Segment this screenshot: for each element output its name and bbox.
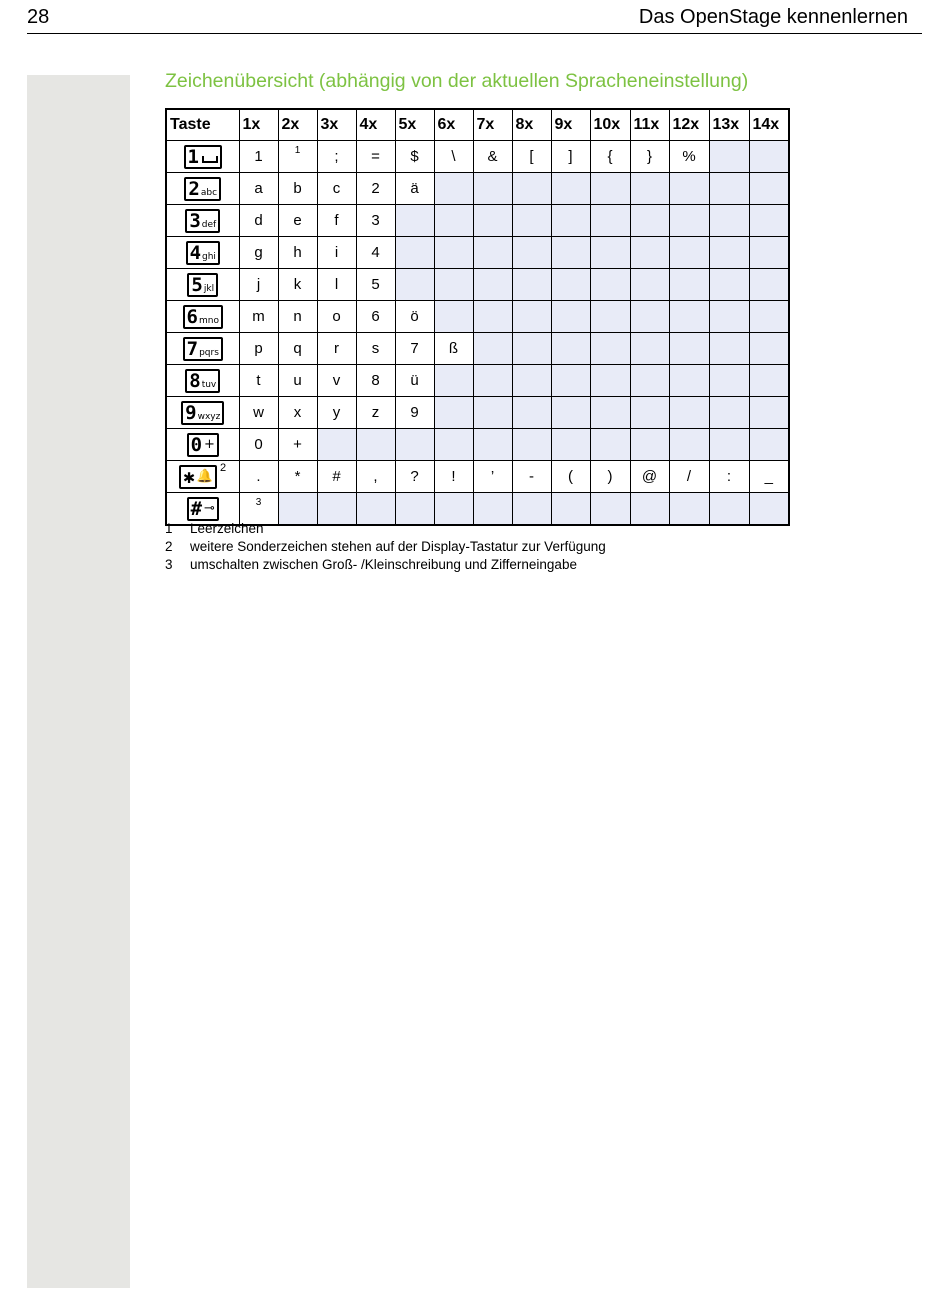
footnote-1 (165, 520, 606, 538)
table-row (166, 429, 789, 461)
empty-cell (749, 269, 789, 301)
key-symbol: 🔔 (196, 469, 213, 484)
key-digit: 0 (190, 433, 203, 456)
footnote-2 (165, 538, 606, 556)
empty-cell (749, 173, 789, 205)
key-12-icon (187, 497, 219, 521)
char-cell: l (317, 269, 356, 301)
key-letters: def (201, 219, 217, 230)
empty-cell (434, 205, 473, 237)
key-5-icon (187, 273, 218, 297)
empty-cell (551, 397, 590, 429)
empty-cell (749, 205, 789, 237)
char-cell: @ (630, 461, 669, 493)
char-cell: 8 (356, 365, 395, 397)
empty-cell (630, 269, 669, 301)
page-number: 28 (27, 6, 50, 28)
column-header-13x: 13x (709, 109, 749, 141)
char-cell: { (590, 141, 630, 173)
table-row (166, 173, 789, 205)
empty-cell (434, 269, 473, 301)
char-cell: k (278, 269, 317, 301)
empty-cell (749, 333, 789, 365)
empty-cell (395, 429, 434, 461)
footnote-number: 3 (165, 557, 173, 572)
empty-cell (590, 333, 630, 365)
empty-cell (669, 301, 709, 333)
footnote-ref: 1 (294, 145, 301, 156)
footnote-text: Leerzeichen (190, 521, 264, 536)
empty-cell (551, 269, 590, 301)
column-header-6x: 6x (434, 109, 473, 141)
char-cell: d (239, 205, 278, 237)
key-digit: 8 (189, 369, 201, 392)
key-4-icon (186, 241, 220, 265)
char-cell: 9 (395, 397, 434, 429)
char-cell: h (278, 237, 317, 269)
key-digit: 9 (185, 401, 197, 424)
empty-cell (590, 429, 630, 461)
key-9-icon (181, 401, 224, 425)
key-digit: 7 (186, 337, 199, 360)
empty-cell (669, 365, 709, 397)
char-cell: ä (395, 173, 434, 205)
key-cell (166, 205, 239, 237)
char-cell: b (278, 173, 317, 205)
footnote-text: umschalten zwischen Groß- /Kleinschreibung und Zifferneingabe (190, 557, 577, 572)
empty-cell (709, 493, 749, 526)
empty-cell (590, 237, 630, 269)
empty-cell (473, 429, 512, 461)
char-cell: ; (317, 141, 356, 173)
empty-cell (669, 429, 709, 461)
table-row (166, 301, 789, 333)
char-cell: \ (434, 141, 473, 173)
empty-cell (473, 397, 512, 429)
empty-cell (590, 301, 630, 333)
char-cell: + (278, 429, 317, 461)
empty-cell (512, 429, 551, 461)
column-header-key: Taste (166, 109, 239, 141)
empty-cell (473, 237, 512, 269)
footnotes (165, 520, 606, 574)
space-icon (202, 156, 218, 163)
empty-cell (473, 301, 512, 333)
empty-cell (512, 365, 551, 397)
empty-cell (551, 429, 590, 461)
key-1-icon (184, 145, 222, 169)
empty-cell (590, 269, 630, 301)
column-header-7x: 7x (473, 109, 512, 141)
empty-cell (630, 493, 669, 526)
key-cell (166, 365, 239, 397)
empty-cell (356, 429, 395, 461)
char-cell: i (317, 237, 356, 269)
key-cell (166, 429, 239, 461)
empty-cell (709, 333, 749, 365)
key-digit: 5 (191, 273, 203, 296)
empty-cell (395, 269, 434, 301)
empty-cell (709, 365, 749, 397)
empty-cell (749, 397, 789, 429)
empty-cell (434, 237, 473, 269)
char-cell: ü (395, 365, 434, 397)
empty-cell (709, 173, 749, 205)
char-cell: o (317, 301, 356, 333)
key-11-icon (179, 465, 217, 489)
table-row (166, 269, 789, 301)
key-digit: 2 (188, 177, 200, 200)
key-digit: 1 (187, 145, 199, 168)
empty-cell (669, 397, 709, 429)
key-cell (166, 301, 239, 333)
empty-cell (512, 397, 551, 429)
key-cell (166, 269, 239, 301)
empty-cell (512, 237, 551, 269)
empty-cell (709, 429, 749, 461)
column-header-11x: 11x (630, 109, 669, 141)
key-cell (166, 173, 239, 205)
empty-cell (669, 173, 709, 205)
char-cell: % (669, 141, 709, 173)
char-cell: 7 (395, 333, 434, 365)
table-row (166, 397, 789, 429)
empty-cell (512, 269, 551, 301)
empty-cell (473, 333, 512, 365)
char-cell: a (239, 173, 278, 205)
footnote-number: 1 (165, 521, 173, 536)
empty-cell (512, 205, 551, 237)
empty-cell (434, 429, 473, 461)
char-cell: ) (590, 461, 630, 493)
header-rule (27, 33, 922, 34)
key-7-icon (183, 337, 223, 361)
char-cell: e (278, 205, 317, 237)
table-header-row (166, 109, 789, 141)
char-cell: ( (551, 461, 590, 493)
empty-cell (473, 173, 512, 205)
char-cell: x (278, 397, 317, 429)
running-title: Das OpenStage kennenlernen (638, 6, 908, 28)
empty-cell (590, 173, 630, 205)
column-header-2x: 2x (278, 109, 317, 141)
key-cell (166, 333, 239, 365)
char-cell (278, 141, 317, 173)
empty-cell (669, 205, 709, 237)
table-row (166, 333, 789, 365)
empty-cell (551, 365, 590, 397)
char-cell: 1 (239, 141, 278, 173)
empty-cell (709, 301, 749, 333)
key-6-icon (183, 305, 223, 329)
char-cell: [ (512, 141, 551, 173)
empty-cell (709, 397, 749, 429)
empty-cell (551, 173, 590, 205)
empty-cell (551, 205, 590, 237)
empty-cell (709, 141, 749, 173)
key-10-icon (187, 433, 219, 457)
column-header-5x: 5x (395, 109, 434, 141)
key-letters: jkl (203, 283, 215, 294)
key-letters: wxyz (197, 411, 221, 422)
char-cell: _ (749, 461, 789, 493)
empty-cell (669, 237, 709, 269)
char-cell: j (239, 269, 278, 301)
empty-cell (434, 301, 473, 333)
empty-cell (630, 333, 669, 365)
empty-cell (512, 301, 551, 333)
character-table (165, 108, 790, 526)
empty-cell (434, 173, 473, 205)
char-cell: n (278, 301, 317, 333)
key-digit: 4 (189, 241, 202, 264)
char-cell: s (356, 333, 395, 365)
column-header-9x: 9x (551, 109, 590, 141)
char-cell: $ (395, 141, 434, 173)
char-cell: * (278, 461, 317, 493)
column-header-4x: 4x (356, 109, 395, 141)
char-cell: ! (434, 461, 473, 493)
key-digit: 6 (186, 305, 198, 328)
key-cell (166, 461, 239, 493)
key-letters: mno (198, 315, 219, 326)
key-letters: ghi (202, 251, 216, 262)
char-cell: ] (551, 141, 590, 173)
char-cell: r (317, 333, 356, 365)
footnote-text: weitere Sonderzeichen stehen auf der Display-Tastatur zur Verfügung (190, 539, 606, 554)
empty-cell (709, 269, 749, 301)
empty-cell (590, 365, 630, 397)
char-cell: 3 (356, 205, 395, 237)
char-cell: u (278, 365, 317, 397)
char-cell: ? (395, 461, 434, 493)
table-row (166, 365, 789, 397)
empty-cell (669, 269, 709, 301)
char-cell: 6 (356, 301, 395, 333)
table-row (166, 237, 789, 269)
empty-cell (630, 365, 669, 397)
key-8-icon (185, 369, 220, 393)
empty-cell (317, 429, 356, 461)
empty-cell (669, 333, 709, 365)
empty-cell (434, 365, 473, 397)
empty-cell (512, 333, 551, 365)
empty-cell (630, 205, 669, 237)
empty-cell (669, 493, 709, 526)
char-cell: # (317, 461, 356, 493)
footnote-ref: 3 (255, 497, 262, 508)
table-row (166, 141, 789, 173)
empty-cell (473, 365, 512, 397)
empty-cell (395, 205, 434, 237)
char-cell: ß (434, 333, 473, 365)
footnote-ref: 2 (220, 461, 227, 474)
empty-cell (749, 365, 789, 397)
empty-cell (590, 397, 630, 429)
empty-cell (749, 429, 789, 461)
char-cell: c (317, 173, 356, 205)
char-cell: w (239, 397, 278, 429)
column-header-14x: 14x (749, 109, 789, 141)
char-cell: = (356, 141, 395, 173)
char-cell: z (356, 397, 395, 429)
char-cell: g (239, 237, 278, 269)
char-cell: 0 (239, 429, 278, 461)
footnote-3 (165, 556, 606, 574)
char-cell: / (669, 461, 709, 493)
column-header-10x: 10x (590, 109, 630, 141)
section-heading: Zeichenübersicht (abhängig von der aktuellen Spracheneinstellung) (165, 70, 749, 92)
empty-cell (473, 269, 512, 301)
key-cell (166, 237, 239, 269)
key-digit: ✱ (183, 465, 195, 488)
column-header-12x: 12x (669, 109, 709, 141)
empty-cell (749, 301, 789, 333)
char-cell: . (239, 461, 278, 493)
empty-cell (551, 237, 590, 269)
empty-cell (512, 173, 551, 205)
empty-cell (630, 173, 669, 205)
empty-cell (395, 237, 434, 269)
empty-cell (630, 429, 669, 461)
key-cell (166, 141, 239, 173)
key-2-icon (184, 177, 221, 201)
char-cell: 4 (356, 237, 395, 269)
table-row (166, 205, 789, 237)
side-margin-bar (27, 75, 130, 1288)
empty-cell (709, 205, 749, 237)
char-cell: y (317, 397, 356, 429)
key-digit: # (190, 497, 203, 520)
char-cell: } (630, 141, 669, 173)
empty-cell (709, 237, 749, 269)
char-cell: p (239, 333, 278, 365)
char-cell: f (317, 205, 356, 237)
char-cell: , (356, 461, 395, 493)
empty-cell (551, 333, 590, 365)
key-letters: abc (200, 187, 218, 198)
char-cell: ’ (473, 461, 512, 493)
char-cell: m (239, 301, 278, 333)
column-header-1x: 1x (239, 109, 278, 141)
char-cell: - (512, 461, 551, 493)
column-header-3x: 3x (317, 109, 356, 141)
char-cell: ö (395, 301, 434, 333)
char-cell: q (278, 333, 317, 365)
char-cell: 5 (356, 269, 395, 301)
char-cell: & (473, 141, 512, 173)
char-cell: t (239, 365, 278, 397)
column-header-8x: 8x (512, 109, 551, 141)
empty-cell (630, 301, 669, 333)
footnote-number: 2 (165, 539, 173, 554)
key-cell (166, 397, 239, 429)
key-digit: 3 (189, 209, 201, 232)
key-letters: tuv (201, 379, 217, 390)
empty-cell (590, 205, 630, 237)
empty-cell (749, 237, 789, 269)
key-symbol: + (204, 437, 215, 452)
key-3-icon (185, 209, 220, 233)
empty-cell (630, 397, 669, 429)
key-letters: pqrs (199, 347, 219, 358)
empty-cell (434, 397, 473, 429)
key-symbol: ⊸ (204, 501, 215, 516)
table-row (166, 461, 789, 493)
empty-cell (749, 141, 789, 173)
char-cell: 2 (356, 173, 395, 205)
empty-cell (551, 301, 590, 333)
empty-cell (473, 205, 512, 237)
empty-cell (630, 237, 669, 269)
char-cell: : (709, 461, 749, 493)
char-cell: v (317, 365, 356, 397)
empty-cell (749, 493, 789, 526)
